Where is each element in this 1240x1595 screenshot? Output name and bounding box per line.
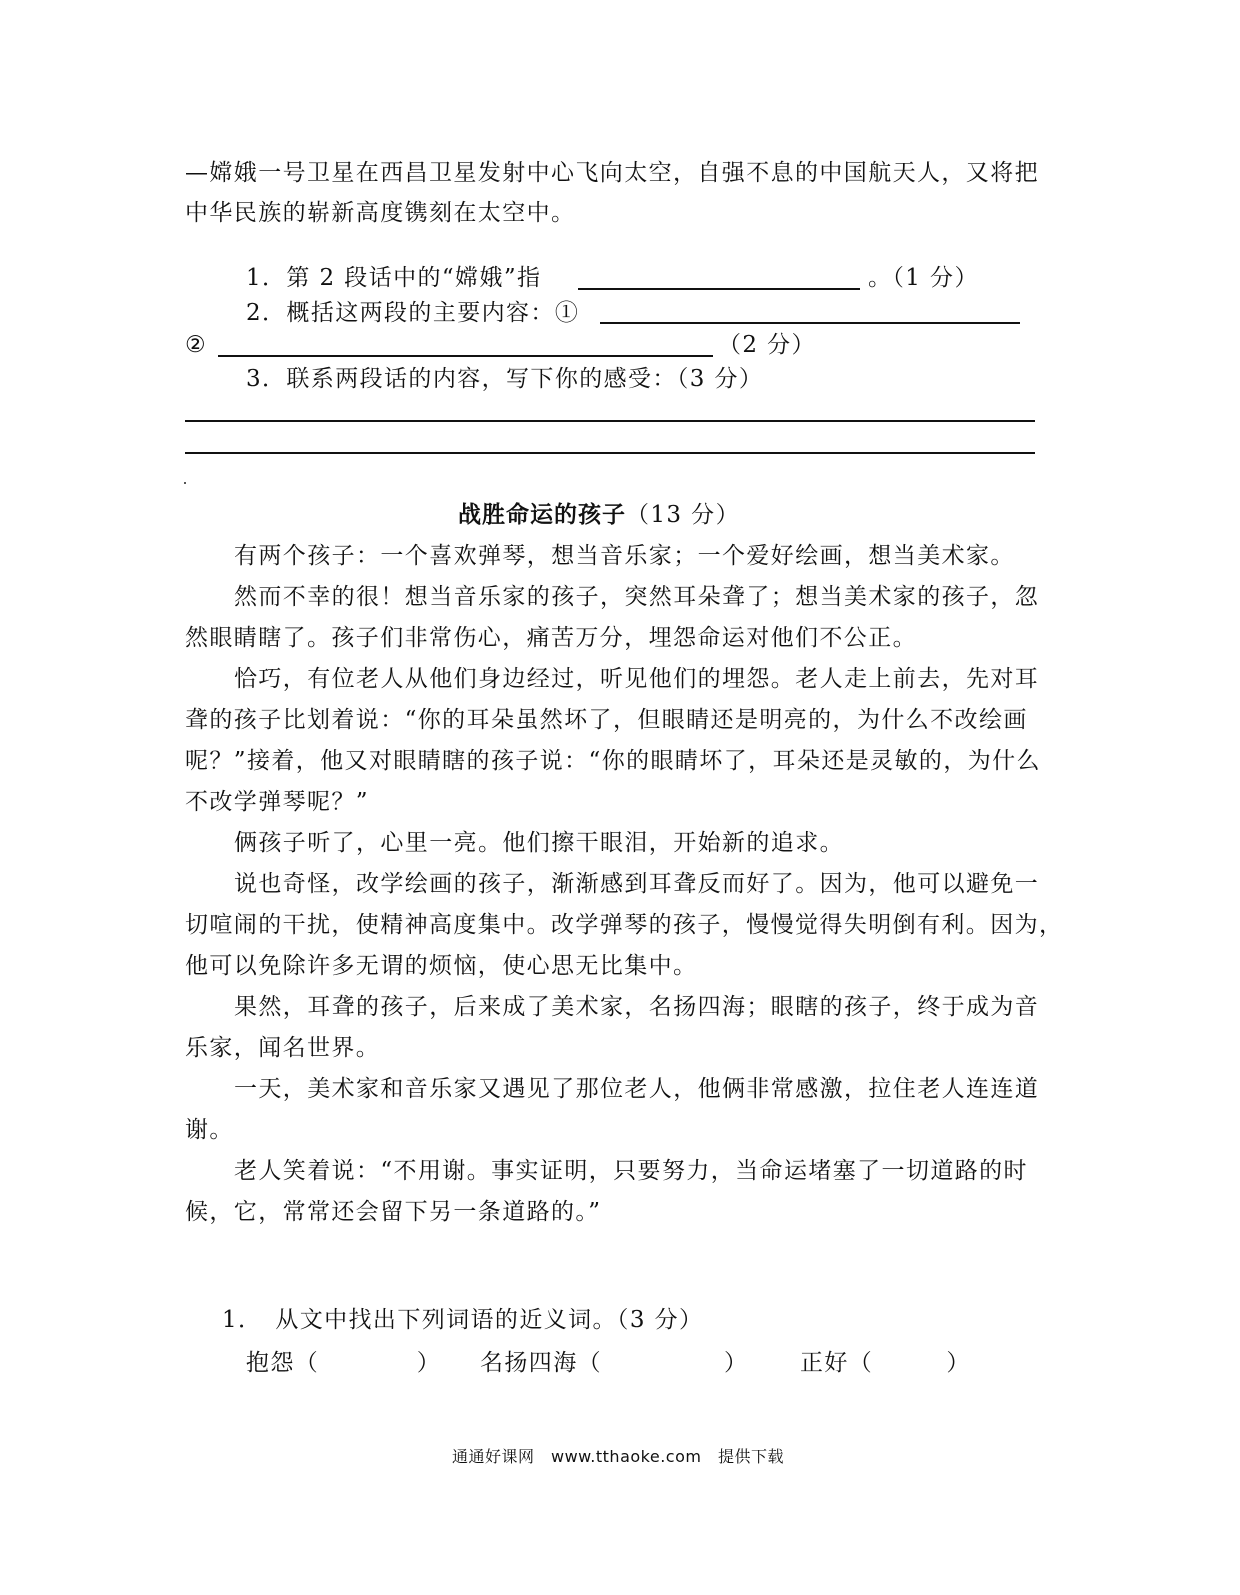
answer-blank-q2-part2[interactable] bbox=[218, 333, 713, 357]
answer-blank-q2-part1[interactable] bbox=[600, 300, 1020, 324]
passage-title-score: （13 分） bbox=[626, 502, 740, 528]
question-1-score: 。（1 分） bbox=[868, 265, 979, 291]
passage-line: 俩孩子听了，心里一亮。他们擦干眼泪，开始新的追求。 bbox=[234, 830, 844, 856]
passage-line: 呢？”接着，他又对眼睛瞎的孩子说：“你的眼睛坏了，耳朵还是灵敏的，为什么 bbox=[185, 748, 1041, 774]
passage-line: 说也奇怪，改学绘画的孩子，渐渐感到耳聋反而好了。因为，他可以避免一 bbox=[234, 871, 1040, 897]
passage-title: 战胜命运的孩子 bbox=[458, 502, 626, 528]
passage-line: 然而不幸的很！想当音乐家的孩子，突然耳朵聋了；想当美术家的孩子，忽 bbox=[234, 584, 1040, 610]
part2-question-1: 1． 从文中找出下列词语的近义词。（3 分） bbox=[222, 1307, 704, 1333]
passage-line: 乐家，闻名世界。 bbox=[185, 1035, 381, 1061]
passage-line: 有两个孩子：一个喜欢弹琴，想当音乐家；一个爱好绘画，想当美术家。 bbox=[234, 543, 1015, 569]
passage-line: 聋的孩子比划着说：“你的耳朵虽然坏了，但眼睛还是明亮的，为什么不改绘画 bbox=[185, 707, 1028, 733]
answer-blank-q1[interactable] bbox=[578, 266, 860, 290]
question-1-text: 1．第 2 段话中的“嫦娥”指 bbox=[246, 265, 542, 291]
speck bbox=[184, 482, 186, 484]
intro-line-1: —嫦娥一号卫星在西昌卫星发射中心飞向太空，自强不息的中国航天人，又将把 bbox=[185, 160, 1039, 186]
synonym-item[interactable]: 正好（ ） bbox=[800, 1350, 971, 1376]
passage-line: 恰巧，有位老人从他们身边经过，听见他们的埋怨。老人走上前去，先对耳 bbox=[234, 666, 1040, 692]
answer-line-q3-2[interactable] bbox=[185, 452, 1035, 454]
question-1 bbox=[246, 263, 541, 293]
answer-line-q3-1[interactable] bbox=[185, 420, 1035, 422]
passage-line: 一天，美术家和音乐家又遇见了那位老人，他俩非常感激，拉住老人连连道 bbox=[234, 1076, 1040, 1102]
passage-line: 他可以免除许多无谓的烦恼，使心思无比集中。 bbox=[185, 953, 698, 979]
passage-title-row bbox=[458, 500, 740, 530]
synonym-item[interactable]: 名扬四海（ ） bbox=[480, 1350, 749, 1376]
intro-line-2: 中华民族的崭新高度镌刻在太空中。 bbox=[185, 200, 576, 226]
passage-line: 切喧闹的干扰，使精神高度集中。改学弹琴的孩子，慢慢觉得失明倒有利。因为， bbox=[185, 912, 1064, 938]
passage-line: 然眼睛瞎了。孩子们非常伤心，痛苦万分，埋怨命运对他们不公正。 bbox=[185, 625, 917, 651]
page-footer: 通通好课网 www.tthaoke.com 提供下载 bbox=[452, 1447, 784, 1466]
passage-line: 老人笑着说：“不用谢。事实证明，只要努力，当命运堵塞了一切道路的时 bbox=[234, 1158, 1028, 1184]
question-2: 2．概括这两段的主要内容：① bbox=[246, 300, 580, 326]
passage-line: 果然，耳聋的孩子，后来成了美术家，名扬四海；眼瞎的孩子，终于成为音 bbox=[234, 994, 1040, 1020]
passage-line: 候，它，常常还会留下另一条道路的。” bbox=[185, 1199, 602, 1225]
question-2-score: （2 分） bbox=[718, 332, 816, 358]
passage-line: 不改学弹琴呢？” bbox=[185, 789, 369, 815]
question-3: 3．联系两段话的内容，写下你的感受：（3 分） bbox=[246, 366, 764, 392]
synonym-item[interactable]: 抱怨（ ） bbox=[246, 1350, 442, 1376]
passage-line: 谢。 bbox=[185, 1117, 234, 1143]
question-2-circle-2: ② bbox=[185, 332, 208, 358]
